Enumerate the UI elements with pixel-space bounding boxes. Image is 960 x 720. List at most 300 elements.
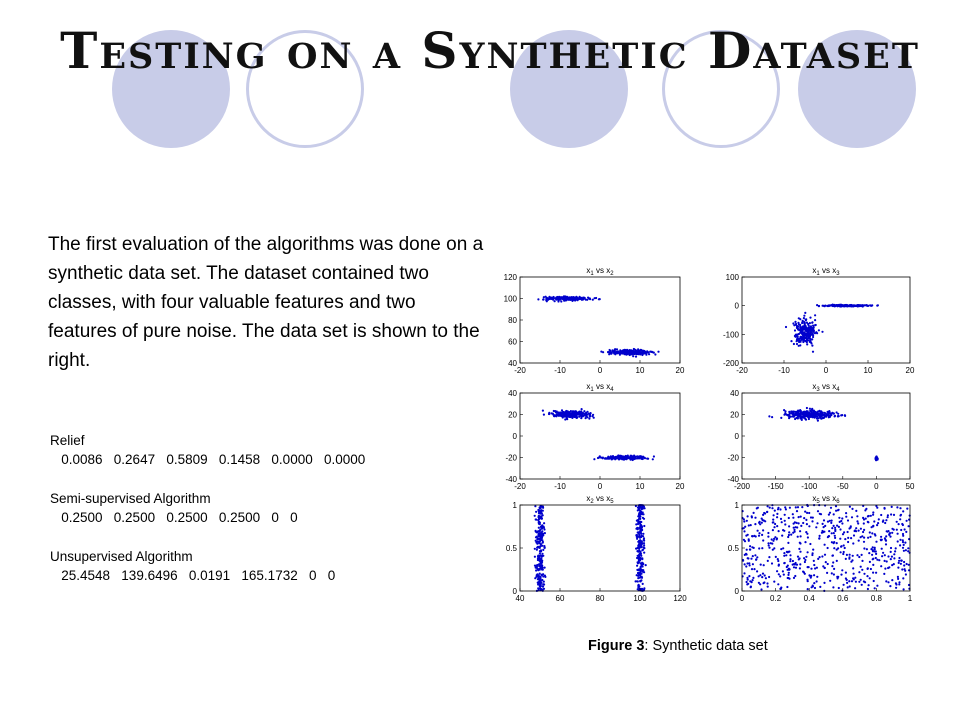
data-point bbox=[806, 523, 808, 525]
data-point bbox=[564, 296, 566, 298]
data-point bbox=[831, 555, 833, 557]
data-point bbox=[800, 411, 802, 413]
data-point bbox=[799, 409, 801, 411]
data-point bbox=[833, 532, 835, 534]
data-point bbox=[642, 549, 644, 551]
y-tick-label: 1 bbox=[512, 501, 517, 510]
data-point bbox=[868, 584, 870, 586]
data-point bbox=[795, 567, 797, 569]
data-point bbox=[817, 510, 819, 512]
data-point bbox=[627, 353, 629, 355]
data-point bbox=[748, 540, 750, 542]
data-point bbox=[837, 577, 839, 579]
data-point bbox=[808, 525, 810, 527]
data-point bbox=[893, 514, 895, 516]
y-tick-label: -40 bbox=[727, 475, 739, 484]
data-point bbox=[829, 416, 831, 418]
data-point bbox=[759, 523, 761, 525]
data-point bbox=[877, 522, 879, 524]
data-point bbox=[539, 577, 541, 579]
data-point bbox=[869, 531, 871, 533]
data-point bbox=[834, 305, 836, 307]
data-point bbox=[766, 582, 768, 584]
data-point bbox=[770, 542, 772, 544]
data-point bbox=[622, 352, 624, 354]
data-point bbox=[776, 537, 778, 539]
data-point bbox=[756, 556, 758, 558]
data-point bbox=[765, 577, 767, 579]
data-point bbox=[876, 585, 878, 587]
data-point bbox=[795, 417, 797, 419]
data-point bbox=[586, 299, 588, 301]
data-point bbox=[795, 506, 797, 508]
data-point bbox=[810, 568, 812, 570]
y-tick-label: 0 bbox=[734, 432, 739, 441]
data-point bbox=[821, 532, 823, 534]
data-point bbox=[761, 522, 763, 524]
data-point bbox=[534, 556, 536, 558]
data-point bbox=[830, 414, 832, 416]
data-point bbox=[539, 552, 541, 554]
data-point bbox=[637, 562, 639, 564]
x-tick-label: 120 bbox=[673, 594, 687, 603]
data-point bbox=[767, 586, 769, 588]
data-point bbox=[838, 517, 840, 519]
data-point bbox=[537, 574, 539, 576]
data-point bbox=[824, 544, 826, 546]
data-point bbox=[766, 511, 768, 513]
data-point bbox=[614, 353, 616, 355]
data-point bbox=[831, 572, 833, 574]
data-point bbox=[535, 530, 537, 532]
data-point bbox=[629, 457, 631, 459]
data-point bbox=[813, 326, 815, 328]
data-point bbox=[637, 586, 639, 588]
data-point bbox=[570, 415, 572, 417]
data-point bbox=[540, 579, 542, 581]
y-tick-label: 0 bbox=[734, 587, 739, 596]
data-point bbox=[633, 348, 635, 350]
data-point bbox=[746, 581, 748, 583]
data-point bbox=[593, 458, 595, 460]
data-point bbox=[832, 561, 834, 563]
data-point bbox=[542, 533, 544, 535]
data-point bbox=[797, 329, 799, 331]
data-point bbox=[535, 569, 537, 571]
results-block bbox=[50, 431, 365, 585]
data-point bbox=[632, 355, 634, 357]
data-point bbox=[760, 588, 762, 590]
data-point bbox=[878, 518, 880, 520]
data-point bbox=[768, 556, 770, 558]
data-point bbox=[643, 544, 645, 546]
data-point bbox=[769, 507, 771, 509]
data-point bbox=[799, 557, 801, 559]
data-point bbox=[643, 518, 645, 520]
data-point bbox=[901, 523, 903, 525]
data-point bbox=[540, 562, 542, 564]
data-point bbox=[543, 296, 545, 298]
data-point bbox=[802, 522, 804, 524]
data-point bbox=[851, 508, 853, 510]
data-point bbox=[540, 539, 542, 541]
data-point bbox=[640, 457, 642, 459]
data-point bbox=[537, 555, 539, 557]
data-point bbox=[544, 567, 546, 569]
data-point bbox=[755, 559, 757, 561]
data-point bbox=[837, 305, 839, 307]
data-point bbox=[784, 520, 786, 522]
data-point bbox=[808, 566, 810, 568]
data-point bbox=[810, 325, 812, 327]
data-point bbox=[771, 538, 773, 540]
data-point bbox=[743, 539, 745, 541]
data-point bbox=[637, 588, 639, 590]
data-point bbox=[809, 543, 811, 545]
data-point bbox=[563, 415, 565, 417]
data-point bbox=[833, 547, 835, 549]
data-point bbox=[900, 529, 902, 531]
data-point bbox=[806, 341, 808, 343]
data-point bbox=[783, 562, 785, 564]
data-point bbox=[889, 585, 891, 587]
data-point bbox=[616, 348, 618, 350]
data-point bbox=[642, 352, 644, 354]
data-point bbox=[902, 539, 904, 541]
data-point bbox=[642, 508, 644, 510]
data-point bbox=[819, 535, 821, 537]
data-point bbox=[782, 570, 784, 572]
data-point bbox=[631, 350, 633, 352]
data-point bbox=[566, 417, 568, 419]
data-point bbox=[639, 588, 641, 590]
data-point bbox=[784, 523, 786, 525]
data-point bbox=[537, 569, 539, 571]
data-point bbox=[640, 544, 642, 546]
data-point bbox=[796, 526, 798, 528]
data-point bbox=[557, 300, 559, 302]
x-tick-label: 0.6 bbox=[837, 594, 849, 603]
data-point bbox=[607, 351, 609, 353]
data-point bbox=[543, 414, 545, 416]
data-point bbox=[760, 564, 762, 566]
data-point bbox=[902, 577, 904, 579]
data-point bbox=[887, 530, 889, 532]
data-point bbox=[644, 457, 646, 459]
data-point bbox=[576, 414, 578, 416]
data-point bbox=[643, 538, 645, 540]
data-point bbox=[805, 519, 807, 521]
data-point bbox=[812, 585, 814, 587]
data-point bbox=[553, 415, 555, 417]
data-point bbox=[811, 333, 813, 335]
data-point bbox=[806, 343, 808, 345]
data-point bbox=[896, 521, 898, 523]
data-point bbox=[746, 520, 748, 522]
data-point bbox=[872, 558, 874, 560]
data-point bbox=[537, 587, 539, 589]
data-point bbox=[762, 529, 764, 531]
data-point bbox=[898, 583, 900, 585]
data-point bbox=[761, 534, 763, 536]
data-point bbox=[767, 560, 769, 562]
data-point bbox=[788, 531, 790, 533]
data-point bbox=[814, 567, 816, 569]
data-point bbox=[898, 557, 900, 559]
data-point bbox=[776, 570, 778, 572]
data-point bbox=[905, 573, 907, 575]
data-point bbox=[823, 526, 825, 528]
plot-frame bbox=[520, 393, 680, 479]
data-point bbox=[831, 527, 833, 529]
data-point bbox=[804, 312, 806, 314]
data-point bbox=[746, 549, 748, 551]
data-point bbox=[635, 523, 637, 525]
data-point bbox=[575, 411, 577, 413]
data-point bbox=[818, 329, 820, 331]
data-point bbox=[802, 338, 804, 340]
data-point bbox=[763, 581, 765, 583]
data-point bbox=[806, 512, 808, 514]
data-point bbox=[614, 349, 616, 351]
data-point bbox=[890, 547, 892, 549]
data-point bbox=[869, 561, 871, 563]
data-point bbox=[773, 514, 775, 516]
data-point bbox=[867, 521, 869, 523]
data-point bbox=[844, 538, 846, 540]
data-point bbox=[867, 588, 869, 590]
data-point bbox=[841, 414, 843, 416]
data-point bbox=[866, 575, 868, 577]
x-tick-label: -20 bbox=[514, 482, 526, 491]
data-point bbox=[875, 572, 877, 574]
data-point bbox=[797, 322, 799, 324]
data-point bbox=[848, 556, 850, 558]
data-point bbox=[900, 563, 902, 565]
x-tick-label: 10 bbox=[635, 366, 645, 375]
data-point bbox=[758, 575, 760, 577]
data-point bbox=[804, 333, 806, 335]
data-point bbox=[882, 552, 884, 554]
data-point bbox=[863, 518, 865, 520]
data-point bbox=[802, 329, 804, 331]
y-tick-label: 40 bbox=[508, 359, 517, 368]
data-point bbox=[799, 324, 801, 326]
data-point bbox=[812, 336, 814, 338]
x-tick-label: 10 bbox=[863, 366, 873, 375]
data-point bbox=[855, 581, 857, 583]
slide-title: Testing on a Synthetic Dataset bbox=[60, 21, 920, 80]
data-point bbox=[557, 412, 559, 414]
data-point bbox=[809, 322, 811, 324]
data-point bbox=[640, 527, 642, 529]
data-point bbox=[804, 511, 806, 513]
data-point bbox=[757, 507, 759, 509]
data-point bbox=[823, 414, 825, 416]
data-point bbox=[636, 565, 638, 567]
data-point bbox=[863, 541, 865, 543]
data-point bbox=[794, 321, 796, 323]
data-point bbox=[559, 297, 561, 299]
x-tick-label: -10 bbox=[778, 366, 790, 375]
data-point bbox=[808, 574, 810, 576]
data-point bbox=[801, 419, 803, 421]
data-point bbox=[897, 533, 899, 535]
data-point bbox=[635, 548, 637, 550]
data-point bbox=[609, 349, 611, 351]
data-point bbox=[638, 560, 640, 562]
data-point bbox=[783, 574, 785, 576]
x-tick-label: -20 bbox=[736, 366, 748, 375]
data-point bbox=[778, 564, 780, 566]
data-point bbox=[883, 573, 885, 575]
data-point bbox=[805, 327, 807, 329]
data-point bbox=[539, 585, 541, 587]
data-point bbox=[752, 563, 754, 565]
data-point bbox=[899, 544, 901, 546]
data-point bbox=[747, 557, 749, 559]
data-point bbox=[800, 525, 802, 527]
data-point bbox=[542, 507, 544, 509]
data-point bbox=[812, 552, 814, 554]
data-point bbox=[900, 559, 902, 561]
data-point bbox=[858, 556, 860, 558]
data-point bbox=[854, 577, 856, 579]
data-point bbox=[852, 542, 854, 544]
data-point bbox=[836, 542, 838, 544]
panel-title: $x_5$ vs $x_6$ bbox=[812, 494, 840, 505]
data-point bbox=[903, 588, 905, 590]
data-point bbox=[637, 519, 639, 521]
data-point bbox=[548, 296, 550, 298]
data-point bbox=[776, 516, 778, 518]
data-point bbox=[897, 576, 899, 578]
data-point bbox=[794, 329, 796, 331]
data-point bbox=[577, 299, 579, 301]
data-point bbox=[537, 581, 539, 583]
x-tick-label: 10 bbox=[635, 482, 645, 491]
data-point bbox=[867, 568, 869, 570]
data-point bbox=[583, 297, 585, 299]
data-point bbox=[772, 521, 774, 523]
data-point bbox=[845, 516, 847, 518]
data-point bbox=[828, 514, 830, 516]
data-point bbox=[887, 581, 889, 583]
data-point bbox=[799, 340, 801, 342]
data-point bbox=[645, 354, 647, 356]
data-point bbox=[792, 560, 794, 562]
data-point bbox=[893, 563, 895, 565]
data-point bbox=[898, 523, 900, 525]
data-point bbox=[809, 334, 811, 336]
data-point bbox=[767, 542, 769, 544]
data-point bbox=[748, 524, 750, 526]
data-point bbox=[813, 574, 815, 576]
data-point bbox=[831, 412, 833, 414]
data-point bbox=[787, 574, 789, 576]
data-point bbox=[816, 522, 818, 524]
data-point bbox=[554, 300, 556, 302]
y-tick-label: 40 bbox=[730, 389, 739, 398]
data-point bbox=[869, 577, 871, 579]
data-point bbox=[890, 558, 892, 560]
results-values-relief: 0.0086 0.2647 0.5809 0.1458 0.0000 0.0000 bbox=[50, 452, 366, 467]
data-point bbox=[795, 324, 797, 326]
data-point bbox=[756, 570, 758, 572]
data-point bbox=[543, 528, 545, 530]
data-point bbox=[878, 559, 880, 561]
data-point bbox=[841, 517, 843, 519]
data-point bbox=[902, 547, 904, 549]
data-point bbox=[848, 580, 850, 582]
data-point bbox=[639, 573, 641, 575]
data-point bbox=[805, 319, 807, 321]
data-point bbox=[807, 580, 809, 582]
data-point bbox=[546, 300, 548, 302]
data-point bbox=[843, 551, 845, 553]
data-point bbox=[834, 415, 836, 417]
data-point bbox=[872, 514, 874, 516]
data-point bbox=[828, 530, 830, 532]
data-point bbox=[538, 512, 540, 514]
data-point bbox=[867, 537, 869, 539]
scatter-panel-3 bbox=[505, 382, 685, 491]
data-point bbox=[899, 514, 901, 516]
data-point bbox=[561, 409, 563, 411]
data-point bbox=[641, 557, 643, 559]
data-point bbox=[772, 540, 774, 542]
data-point bbox=[871, 526, 873, 528]
data-point bbox=[825, 561, 827, 563]
data-point bbox=[758, 547, 760, 549]
data-point bbox=[875, 541, 877, 543]
data-point bbox=[541, 553, 543, 555]
data-point bbox=[845, 512, 847, 514]
data-point bbox=[860, 566, 862, 568]
data-point bbox=[809, 317, 811, 319]
data-point bbox=[846, 554, 848, 556]
data-point bbox=[906, 520, 908, 522]
y-tick-label: 0 bbox=[512, 587, 517, 596]
data-point bbox=[815, 331, 817, 333]
data-point bbox=[872, 546, 874, 548]
data-point bbox=[784, 410, 786, 412]
data-point bbox=[887, 555, 889, 557]
scatter-panel-2 bbox=[723, 266, 915, 375]
data-point bbox=[642, 456, 644, 458]
data-point bbox=[854, 587, 856, 589]
data-point bbox=[771, 416, 773, 418]
panel-title: $x_1$ vs $x_3$ bbox=[812, 266, 840, 277]
data-point bbox=[905, 549, 907, 551]
data-point bbox=[537, 557, 539, 559]
x-tick-label: 20 bbox=[675, 482, 685, 491]
x-tick-label: 0.2 bbox=[770, 594, 782, 603]
data-point bbox=[799, 567, 801, 569]
data-point bbox=[884, 522, 886, 524]
data-point bbox=[643, 525, 645, 527]
data-point bbox=[536, 549, 538, 551]
data-point bbox=[637, 575, 639, 577]
data-point bbox=[897, 578, 899, 580]
data-point bbox=[637, 580, 639, 582]
data-point bbox=[846, 582, 848, 584]
data-point bbox=[813, 560, 815, 562]
data-point bbox=[860, 579, 862, 581]
results-label-semi-supervised: Semi-supervised Algorithm bbox=[50, 491, 211, 506]
data-point bbox=[763, 512, 765, 514]
data-point bbox=[876, 305, 878, 307]
